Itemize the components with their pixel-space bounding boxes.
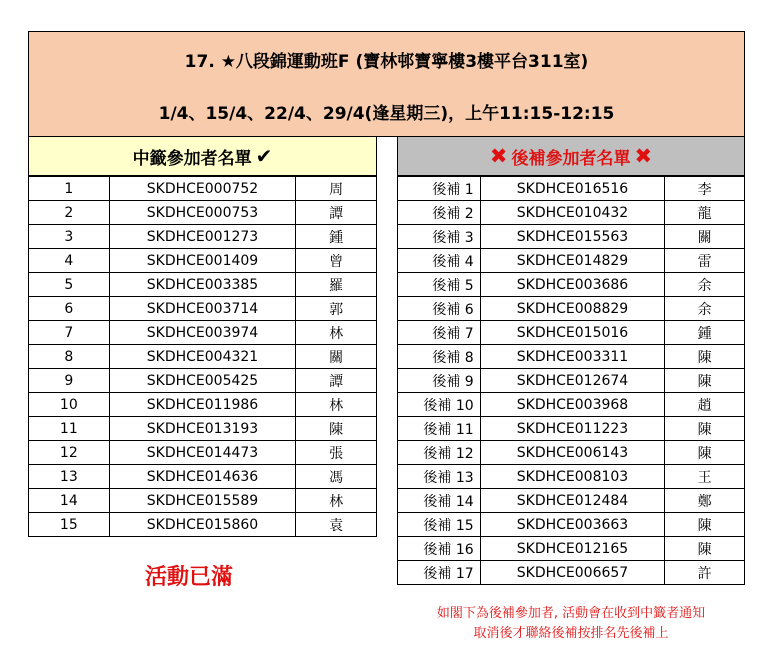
table-row (29, 321, 377, 345)
member-id: SKDHCE012484 (480, 489, 665, 513)
row-number: 2 (29, 201, 110, 225)
member-id: SKDHCE010432 (480, 201, 665, 225)
member-surname: 張 (296, 441, 377, 465)
table-row (398, 393, 745, 417)
row-number: 後補 13 (398, 465, 481, 489)
member-surname: 陳 (665, 513, 745, 537)
member-surname: 趙 (665, 393, 745, 417)
table-row (398, 273, 745, 297)
member-surname: 鍾 (665, 321, 745, 345)
row-number: 後補 11 (398, 417, 481, 441)
member-surname: 周 (296, 177, 377, 201)
member-surname: 余 (665, 273, 745, 297)
row-number: 後補 7 (398, 321, 481, 345)
member-id: SKDHCE003714 (109, 297, 296, 321)
member-surname: 羅 (296, 273, 377, 297)
table-row (398, 441, 745, 465)
table-row (29, 297, 377, 321)
member-id: SKDHCE004321 (109, 345, 296, 369)
waitlist-note (397, 604, 745, 644)
row-number: 10 (29, 393, 110, 417)
row-number: 後補 3 (398, 225, 481, 249)
table-row (398, 489, 745, 513)
member-surname: 林 (296, 393, 377, 417)
member-surname: 鍾 (296, 225, 377, 249)
event-full-label: 活動已滿 (145, 565, 234, 590)
row-number: 8 (29, 345, 110, 369)
member-id: SKDHCE012165 (480, 537, 665, 561)
table-row (29, 345, 377, 369)
member-surname: 陳 (296, 417, 377, 441)
member-id: SKDHCE001273 (109, 225, 296, 249)
row-number: 後補 15 (398, 513, 481, 537)
member-id: SKDHCE003385 (109, 273, 296, 297)
cross-icon: ✖ (634, 144, 653, 168)
member-id: SKDHCE000753 (109, 201, 296, 225)
row-number: 後補 5 (398, 273, 481, 297)
row-number: 後補 14 (398, 489, 481, 513)
table-row (29, 393, 377, 417)
table-row (398, 249, 745, 273)
waitlist-header (397, 137, 745, 176)
table-row (29, 369, 377, 393)
winners-table (28, 176, 377, 537)
row-number: 後補 6 (398, 297, 481, 321)
event-title: 17. ★八段錦運動班F (寶林邨寶寧樓3樓平台311室) (28, 31, 745, 88)
member-id: SKDHCE003968 (480, 393, 665, 417)
member-id: SKDHCE003663 (480, 513, 665, 537)
table-row (29, 441, 377, 465)
member-surname: 陳 (665, 417, 745, 441)
member-id: SKDHCE014829 (480, 249, 665, 273)
member-id: SKDHCE014473 (109, 441, 296, 465)
member-id: SKDHCE008103 (480, 465, 665, 489)
waitlist-note-line: 如閣下為後補參加者, 活動會在收到中籤者通知 (436, 606, 706, 621)
member-surname: 王 (665, 465, 745, 489)
member-id: SKDHCE001409 (109, 249, 296, 273)
member-id: SKDHCE013193 (109, 417, 296, 441)
waitlist-header-label: 後補參加者名單 (511, 148, 631, 169)
member-surname: 陳 (665, 537, 745, 561)
table-row (29, 225, 377, 249)
waitlist-table (397, 176, 745, 585)
member-surname: 陳 (665, 369, 745, 393)
event-dates: 1/4、15/4、22/4、29/4(逢星期三)，上午11:15-12:15 (28, 87, 745, 137)
member-surname: 陳 (665, 441, 745, 465)
member-id: SKDHCE006657 (480, 561, 665, 585)
table-row (398, 465, 745, 489)
member-id: SKDHCE006143 (480, 441, 665, 465)
member-id: SKDHCE000752 (109, 177, 296, 201)
row-number: 後補 10 (398, 393, 481, 417)
table-row (398, 561, 745, 585)
member-surname: 關 (665, 225, 745, 249)
member-id: SKDHCE015860 (109, 513, 296, 537)
member-surname: 馮 (296, 465, 377, 489)
member-id: SKDHCE015016 (480, 321, 665, 345)
table-row (29, 489, 377, 513)
table-row (398, 345, 745, 369)
member-surname: 袁 (296, 513, 377, 537)
member-id: SKDHCE011986 (109, 393, 296, 417)
table-row (29, 273, 377, 297)
member-surname: 鄭 (665, 489, 745, 513)
row-number: 14 (29, 489, 110, 513)
waitlist-note-line: 取消後才聯絡後補按排名先後補上 (473, 626, 669, 641)
row-number: 後補 2 (398, 201, 481, 225)
member-id: SKDHCE016516 (480, 177, 665, 201)
member-id: SKDHCE014636 (109, 465, 296, 489)
member-surname: 龍 (665, 201, 745, 225)
member-id: SKDHCE003686 (480, 273, 665, 297)
row-number: 1 (29, 177, 110, 201)
table-row (398, 513, 745, 537)
table-row (398, 417, 745, 441)
member-id: SKDHCE011223 (480, 417, 665, 441)
table-row (398, 297, 745, 321)
member-surname: 許 (665, 561, 745, 585)
row-number: 後補 8 (398, 345, 481, 369)
member-surname: 余 (665, 297, 745, 321)
table-row (398, 201, 745, 225)
member-id: SKDHCE008829 (480, 297, 665, 321)
member-surname: 郭 (296, 297, 377, 321)
member-id: SKDHCE005425 (109, 369, 296, 393)
member-surname: 關 (296, 345, 377, 369)
winners-header (28, 137, 377, 176)
table-row (398, 177, 745, 201)
table-row (398, 369, 745, 393)
table-row (29, 177, 377, 201)
row-number: 後補 17 (398, 561, 481, 585)
member-surname: 雷 (665, 249, 745, 273)
table-row (29, 417, 377, 441)
row-number: 4 (29, 249, 110, 273)
table-row (398, 321, 745, 345)
member-surname: 林 (296, 489, 377, 513)
row-number: 7 (29, 321, 110, 345)
cross-icon: ✖ (489, 144, 508, 168)
member-id: SKDHCE003974 (109, 321, 296, 345)
row-number: 9 (29, 369, 110, 393)
member-id: SKDHCE015589 (109, 489, 296, 513)
row-number: 15 (29, 513, 110, 537)
member-id: SKDHCE012674 (480, 369, 665, 393)
row-number: 11 (29, 417, 110, 441)
table-row (29, 201, 377, 225)
table-row (29, 465, 377, 489)
row-number: 13 (29, 465, 110, 489)
row-number: 5 (29, 273, 110, 297)
member-surname: 李 (665, 177, 745, 201)
row-number: 12 (29, 441, 110, 465)
row-number: 後補 4 (398, 249, 481, 273)
member-id: SKDHCE003311 (480, 345, 665, 369)
member-surname: 陳 (665, 345, 745, 369)
table-row (29, 249, 377, 273)
row-number: 後補 12 (398, 441, 481, 465)
row-number: 3 (29, 225, 110, 249)
table-row (398, 225, 745, 249)
check-icon: ✔ (255, 144, 273, 168)
winners-header-label: 中籤參加者名單 (132, 148, 252, 169)
row-number: 後補 16 (398, 537, 481, 561)
table-row (29, 513, 377, 537)
row-number: 後補 9 (398, 369, 481, 393)
member-surname: 譚 (296, 201, 377, 225)
table-row (398, 537, 745, 561)
member-surname: 林 (296, 321, 377, 345)
member-id: SKDHCE015563 (480, 225, 665, 249)
row-number: 後補 1 (398, 177, 481, 201)
member-surname: 曾 (296, 249, 377, 273)
member-surname: 譚 (296, 369, 377, 393)
row-number: 6 (29, 297, 110, 321)
